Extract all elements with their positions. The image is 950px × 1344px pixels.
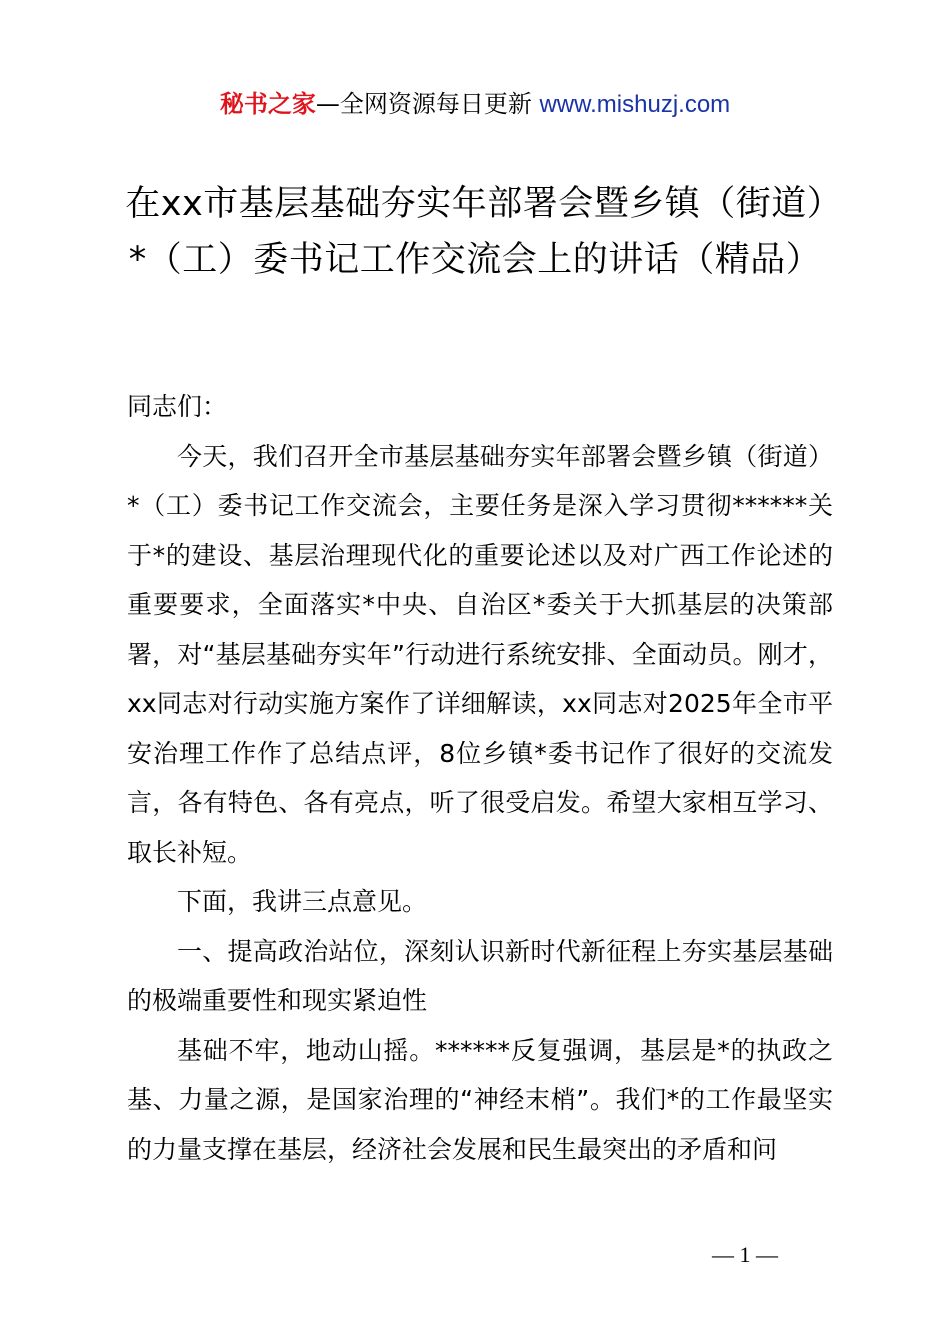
site-header [0, 86, 950, 123]
brand-name: 秘书之家 [219, 90, 316, 118]
paragraph: 下面，我讲三点意见。 [177, 887, 428, 916]
header-tagline: —全网资源每日更新 [315, 90, 532, 118]
page-number: — 1 — [712, 1242, 778, 1267]
greeting: 同志们： [127, 392, 228, 421]
document-title: 在xx市基层基础夯实年部署会暨乡镇（街道）*（工）委书记工作交流会上的讲话（精品） [125, 184, 825, 280]
site-url[interactable]: www.mishuzj.com [539, 91, 731, 118]
paragraph: 基础不牢，地动山摇。******反复强调，基层是*的执政之基、力量之源，是国家治理的“神经末梢”。我们*的工作最坚实的力量支撑在基层，经济社会发展和民生最突出的矛盾和问 [127, 1035, 833, 1164]
document-body [127, 382, 833, 1174]
section-heading: 一、提高政治站位，深刻认识新时代新征程上夯实基层基础的极端重要性和现实紧迫性 [127, 936, 833, 1015]
paragraph: 今天，我们召开全市基层基础夯实年部署会暨乡镇（街道）*（工）委书记工作交流会，主要任务是深入学习贯彻******关于*的建设、基层治理现代化的重要论述以及对广西工作论述的重要要求，全面落实*中央、自治区*委关于大抓基层的决策部署，对“基层基础夯实年”行动进行系统安排、全面动员。刚才，xx同志对行动实施方案作了详细解读，xx同志对2025年全市平安治理工作作了总结点评，8位乡镇*委书记作了很好的交流发言，各有特色、各有亮点，听了很受启发。希望大家相互学习、取长补短。 [127, 441, 833, 867]
